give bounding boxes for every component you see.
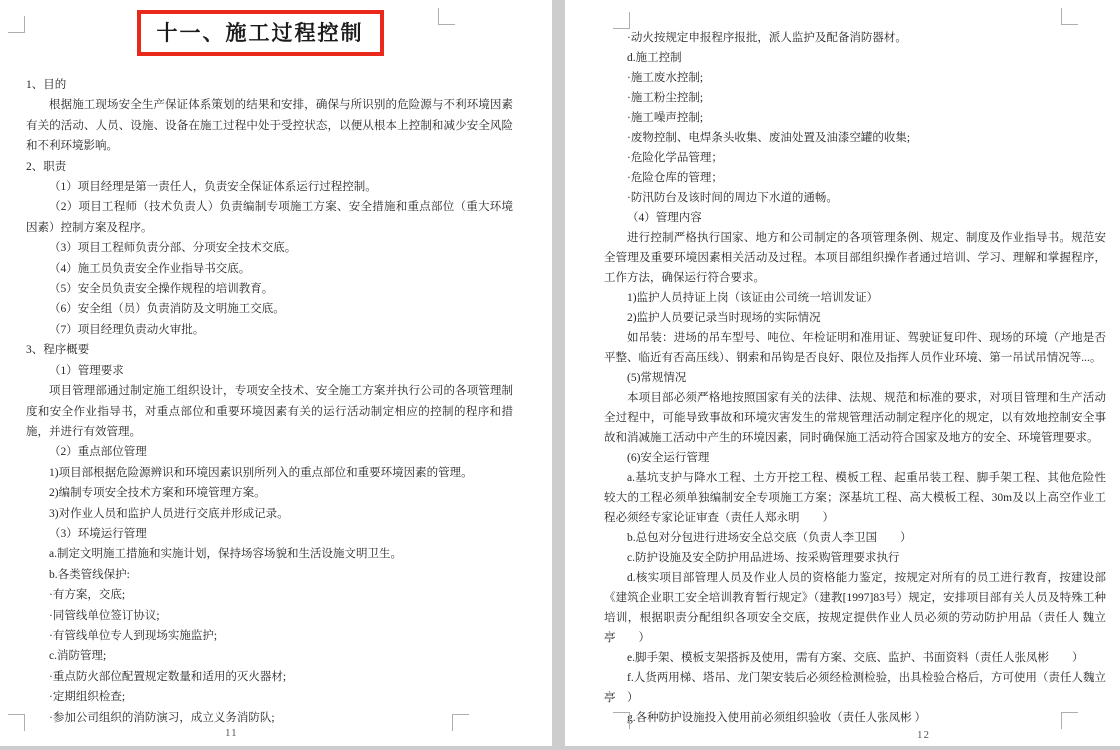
paragraph: (6)安全运行管理 (627, 452, 710, 464)
margin-mark-bottom-left (613, 712, 630, 729)
paragraph: c.消防管理; (49, 650, 107, 663)
margin-mark-bottom-right (452, 714, 469, 731)
section-title: 十一、施工过程控制 (137, 10, 384, 56)
margin-mark-top-left (613, 12, 630, 29)
paragraph: c.防护设施及安全防护用品进场、按采购管理要求执行 (627, 552, 900, 564)
paragraph: ·参加公司组织的消防演习，成立义务消防队; (49, 711, 275, 724)
margin-mark-top-right (1061, 8, 1078, 25)
paragraph: ·危险仓库的管理； (627, 172, 723, 184)
paragraph: ·重点防火部位配置规定数量和适用的灭火器材; (49, 670, 287, 683)
paragraph: b.总包对分包进行进场安全总交底（负责人李卫国 ） (627, 532, 912, 544)
paragraph: ·同管线单位签订协议; (49, 609, 160, 622)
paragraph: （3）项目工程师负责分部、分项安全技术交底。 (49, 242, 297, 255)
paragraph: f.人货两用梯、塔吊、龙门架安装后必须经检测检验，出具检验合格后，方可使用（责任人魏立亭 ） (604, 672, 1106, 704)
paragraph: d.核实项目部管理人员及作业人员的资格能力鉴定，按规定对所有的员工进行教育，按建设部《建筑企业职工安全培训教育暂行规定》（建教[1997]83号）规定，安排项目部有关人员及特殊工种培训，根据职责分配组织各项安全交底，按规定提供作业人员必须的劳动防护用品（责任人 魏立亭 ） (604, 572, 1106, 644)
paragraph: ·施工废水控制; (627, 72, 704, 84)
paragraph: ·防汛防台及该时间的周边下水道的通畅。 (627, 192, 838, 204)
paragraph: （6）安全组（员）负责消防及文明施工交底。 (49, 303, 285, 316)
paragraph: 2)监护人员要记录当时现场的实际情况 (627, 312, 821, 324)
paragraph: （1）管理要求 (49, 364, 124, 377)
paragraph: 项目管理部通过制定施工组织设计，专项安全技术、安全施工方案并执行公司的各项管理制度和安全作业指导书，对重点部位和重要环境因素有关的运行活动制定相应的控制的程序和措施，并进行有效管理。 (26, 385, 513, 438)
paragraph: 3、程序概要 (26, 344, 90, 357)
paragraph: （4）施工员负责安全作业指导书交底。 (49, 262, 251, 275)
paragraph: d.施工控制 (627, 52, 682, 64)
paragraph: 1)项目部根据危险源辨识和环境因素识别所列入的重点部位和重要环境因素的管理。 (49, 466, 473, 479)
page-number: 11 (225, 727, 238, 739)
margin-mark-bottom-left (8, 714, 25, 731)
paragraph: 1)监护人员持证上岗（该证由公司统一培训发证） (627, 292, 879, 304)
paragraph: 2)编制专项安全技术方案和环境管理方案。 (49, 487, 266, 500)
paragraph: 3)对作业人员和监护人员进行交底并形成记录。 (49, 507, 289, 520)
paragraph: （7）项目经理负责动火审批。 (49, 323, 205, 336)
margin-mark-top-left (8, 16, 25, 33)
paragraph: a.基坑支护与降水工程、土方开挖工程、模板工程、起重吊装工程、脚手架工程、其他危险性较大的工程必须单独编制安全专项施工方案；深基坑工程、高大模板工程、30m及以上高空作业工程必须经专家论证审查（责任人郑永明 ） (604, 472, 1106, 524)
paragraph: ·施工噪声控制; (627, 112, 704, 124)
paragraph: ·有方案，交底; (49, 589, 126, 602)
paragraph: ·废物控制、电焊条头收集、废油处置及油漆空罐的收集; (627, 132, 911, 144)
paragraph: ·施工粉尘控制; (627, 92, 704, 104)
paragraph: （2）项目工程师（技术负责人）负责编制专项施工方案、安全措施和重点部位（重大环境因素）控制方案及程序。 (26, 201, 513, 234)
paragraph: 根据施工现场安全生产保证体系策划的结果和安排，确保与所识别的危险源与不利环境因素有关的活动、人员、设施、设备在施工过程中处于受控状态，以便从根本上控制和减少安全风险和不利环境影响。 (26, 99, 513, 153)
paragraph: ·动火按规定申报程序报批，派人监护及配备消防器材。 (627, 32, 907, 44)
paragraph: a.制定文明施工措施和实施计划，保持场容场貌和生活设施文明卫生。 (49, 548, 402, 561)
paragraph: （5）安全员负责安全操作规程的培训教育。 (49, 283, 274, 296)
paragraph: ·定期组织检查; (49, 691, 126, 704)
margin-mark-bottom-right (1061, 712, 1078, 729)
paragraph: 本项目部必须严格地按照国家有关的法律、法规、规范和标准的要求，对项目管理和生产活动全过程中，可能导致事故和环境灾害发生的常规管理活动制定程序化的规定，以有效地控制安全事故和消减施工活动中产生的环境因素，同时确保施工活动符合国家及地方的安全、环境管理要求。 (604, 392, 1106, 444)
paragraph: 2、职责 (26, 160, 67, 173)
paragraph: （1）项目经理是第一责任人，负责安全保证体系运行过程控制。 (49, 181, 377, 194)
paragraph: 1、目的 (26, 79, 67, 91)
paragraph: ·有管线单位专人到现场实施监护; (49, 629, 218, 642)
paragraph: g.各种防护设施投入使用前必须组织验收（责任人张凤彬 ） (627, 712, 926, 724)
page-12-content (565, 0, 1120, 728)
paragraph: b.各类管线保护: (49, 568, 130, 581)
document-page-11 (0, 0, 552, 746)
page-11-content (0, 60, 552, 728)
paragraph: ·危险化学品管理； (627, 152, 723, 164)
paragraph: 如吊装：进场的吊车型号、吨位、年检证明和准用证、驾驶证复印件、现场的环境（产地是否平整、临近有否高压线）、钢索和吊钩是否良好、限位及指挥人员作业环境、第一吊试吊情况等...。 (604, 332, 1106, 364)
page-number: 12 (917, 729, 930, 741)
paragraph: (5)常规情况 (627, 372, 687, 384)
paragraph: 进行控制严格执行国家、地方和公司制定的各项管理条例、规定、制度及作业指导书。规范安全管理及重要环境因素相关活动及过程。本项目部组织操作者通过培训、学习、理解和掌握程序，工作方法，确保运行符合要求。 (604, 232, 1106, 284)
paragraph: （3）环境运行管理 (49, 527, 147, 540)
paragraph: （4）管理内容 (627, 212, 702, 224)
document-page-12 (565, 0, 1120, 746)
margin-mark-top-right (438, 8, 455, 25)
paragraph: e.脚手架、模板支架搭拆及使用，需有方案、交底、监护、书面资料（责任人张凤彬 ） (627, 652, 1084, 664)
paragraph: （2）重点部位管理 (49, 446, 147, 459)
